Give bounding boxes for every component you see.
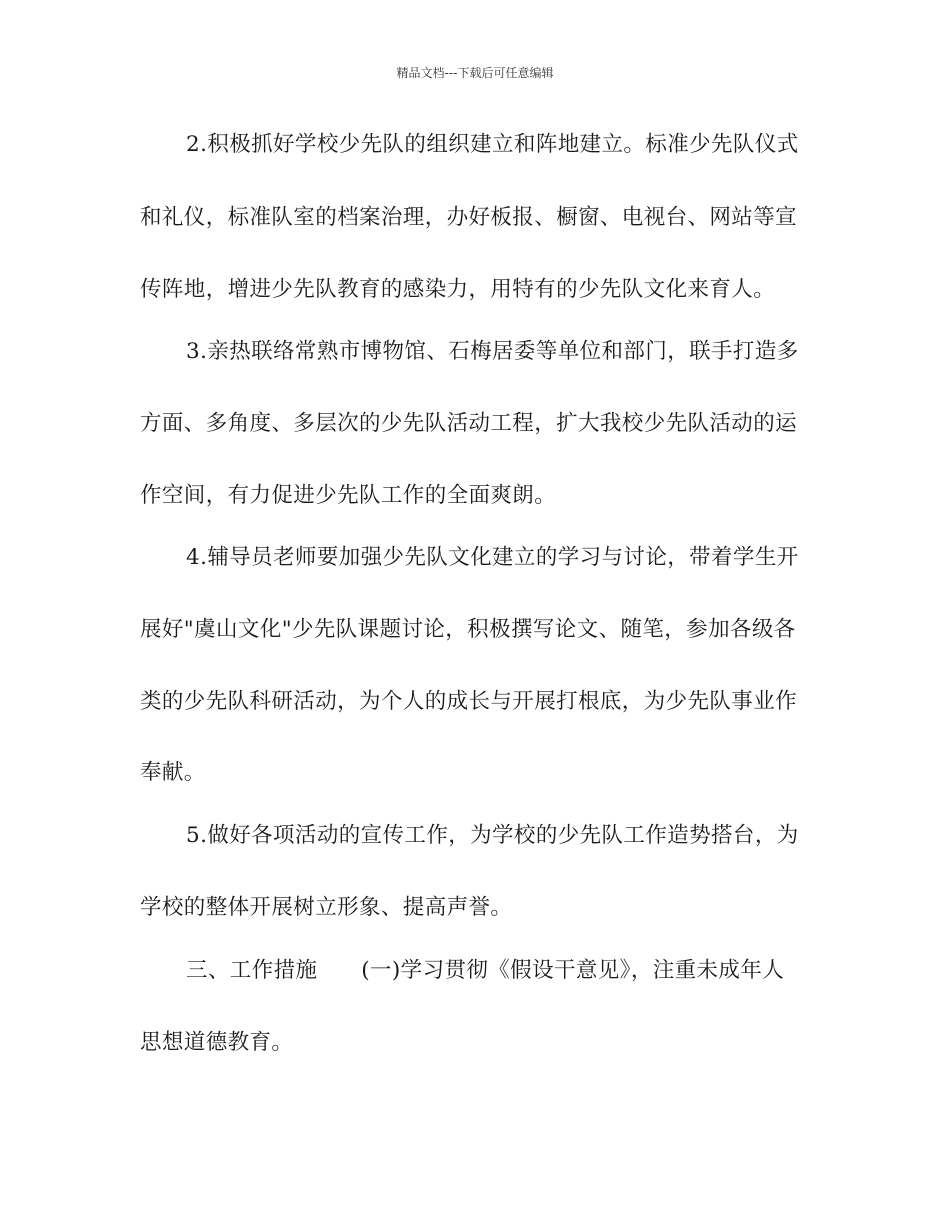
page-header: 精品文档---下载后可任意编辑 [396, 66, 554, 80]
paragraph-line: 奉献。 [140, 760, 206, 785]
paragraph-line: 作空间，有力促进少先队工作的全面爽朗。 [140, 483, 557, 508]
paragraph-line: 传阵地，增进少先队教育的感染力，用特有的少先队文化来育人。 [140, 277, 776, 302]
paragraph-line: 类的少先队科研活动，为个人的成长与开展打根底，为少先队事业作 [140, 689, 798, 714]
paragraph-line: 和礼仪，标准队室的档案治理，办好板报、橱窗、电视台、网站等宣 [140, 205, 798, 230]
paragraph-line: 方面、多角度、多层次的少先队活动工程，扩大我校少先队活动的运 [140, 411, 798, 436]
paragraph-line: 4.辅导员老师要加强少先队文化建立的学习与讨论，带着学生开 [186, 545, 799, 570]
paragraph-line: 思想道德教育。 [140, 1030, 294, 1055]
paragraph-line: 展好"虞山文化"少先队课题讨论，积极撰写论文、随笔，参加各级各 [140, 617, 796, 642]
paragraph-line: 学校的整体开展树立形象、提高声誉。 [140, 895, 513, 920]
paragraph-line: 2.积极抓好学校少先队的组织建立和阵地建立。标准少先队仪式 [186, 132, 799, 157]
paragraph-line: 3.亲热联络常熟市博物馆、石梅居委等单位和部门，联手打造多 [186, 339, 799, 364]
paragraph-line: 5.做好各项活动的宣传工作，为学校的少先队工作造势搭台，为 [186, 823, 799, 848]
paragraph-line: 三、工作措施 (一)学习贯彻《假设干意见》，注重未成年人 [186, 958, 785, 983]
